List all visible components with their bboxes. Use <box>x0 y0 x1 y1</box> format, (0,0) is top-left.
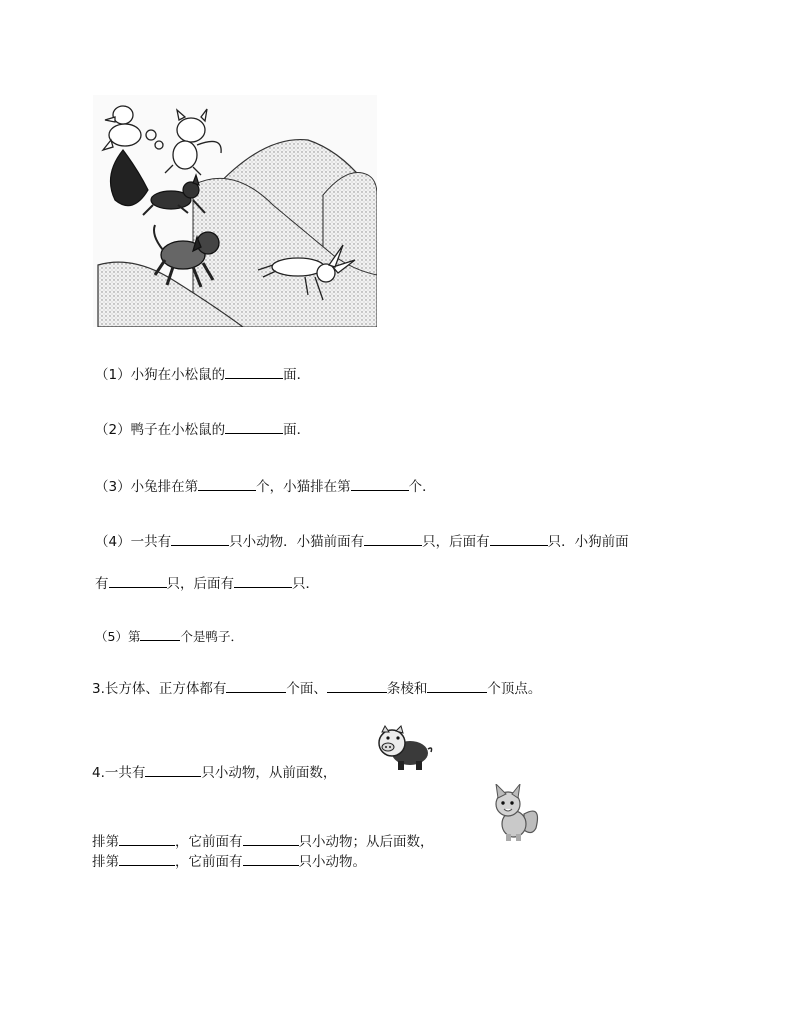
question-3-suffix: 个． <box>408 479 436 495</box>
question-5-suffix: 个是鸭子． <box>180 629 243 644</box>
question-5 <box>95 626 243 646</box>
answer-blank[interactable] <box>226 678 286 693</box>
answer-blank[interactable] <box>234 573 292 588</box>
question-4-part-g: 只． <box>292 576 319 592</box>
answer-blank[interactable] <box>198 476 256 491</box>
answer-blank[interactable] <box>490 531 548 546</box>
problem-4-line-2 <box>92 831 434 851</box>
question-3 <box>95 476 436 496</box>
problem-4-part-e: 只小动物；从后面数， <box>298 834 434 850</box>
problem-4-part-b: 只小动物，从前面数， <box>201 765 337 781</box>
question-2-suffix: 面． <box>283 422 311 438</box>
answer-blank[interactable] <box>225 364 283 379</box>
problem-4-part-f: 排第 <box>92 854 119 870</box>
question-5-text: （5）第 <box>95 629 141 644</box>
answer-blank[interactable] <box>243 831 299 846</box>
answer-blank[interactable] <box>225 419 283 434</box>
problem-3-part-d: 个顶点。 <box>487 681 542 697</box>
problem-3-text: 3.长方体、正方体都有 <box>92 681 227 697</box>
question-4-part-f: 只，后面有 <box>166 576 234 592</box>
problem-3-part-b: 个面、 <box>286 681 327 697</box>
question-1-suffix: 面． <box>283 367 311 383</box>
problem-4-line-1 <box>92 762 336 782</box>
problem-3-part-c: 条棱和 <box>386 681 428 697</box>
question-4-part-c: 只，后面有 <box>422 534 490 550</box>
problem-4-part-d: ，它前面有 <box>175 834 243 850</box>
answer-blank[interactable] <box>351 476 409 491</box>
problem-4-part-h: 只小动物。 <box>298 854 366 870</box>
answer-blank[interactable] <box>243 851 299 866</box>
answer-blank[interactable] <box>171 531 229 546</box>
question-1 <box>95 364 310 384</box>
question-4-line-1 <box>95 531 629 551</box>
problem-4-part-c: 排第 <box>92 834 119 850</box>
question-4-part-e: 有 <box>95 576 109 592</box>
problem-4-part-g: ，它前面有 <box>175 854 243 870</box>
answer-blank[interactable] <box>364 531 422 546</box>
answer-blank[interactable] <box>427 678 487 693</box>
problem-4-line-3 <box>92 851 366 871</box>
question-2-text: （2）鸭子在小松鼠的 <box>95 422 226 438</box>
question-1-text: （1）小狗在小松鼠的 <box>95 367 226 383</box>
problem-4-text: 4.一共有 <box>92 765 146 781</box>
question-2 <box>95 419 310 439</box>
pig-icon <box>376 723 434 773</box>
answer-blank[interactable] <box>145 762 201 777</box>
question-4-line-2 <box>95 573 319 593</box>
question-4-part-b: 只小动物．小猫前面有 <box>229 534 365 550</box>
problem-3 <box>92 678 541 698</box>
question-4-part-d: 只．小狗前面 <box>547 534 629 550</box>
animals-hills-illustration <box>93 95 377 327</box>
answer-blank[interactable] <box>109 573 167 588</box>
answer-blank[interactable] <box>119 851 175 866</box>
answer-blank[interactable] <box>327 678 387 693</box>
question-4-text: （4）一共有 <box>95 534 172 550</box>
fox-icon <box>486 784 544 842</box>
question-3-text: （3）小兔排在第 <box>95 479 199 495</box>
question-3-middle: 个，小猫排在第 <box>256 479 351 495</box>
answer-blank[interactable] <box>119 831 175 846</box>
answer-blank[interactable] <box>140 626 180 641</box>
